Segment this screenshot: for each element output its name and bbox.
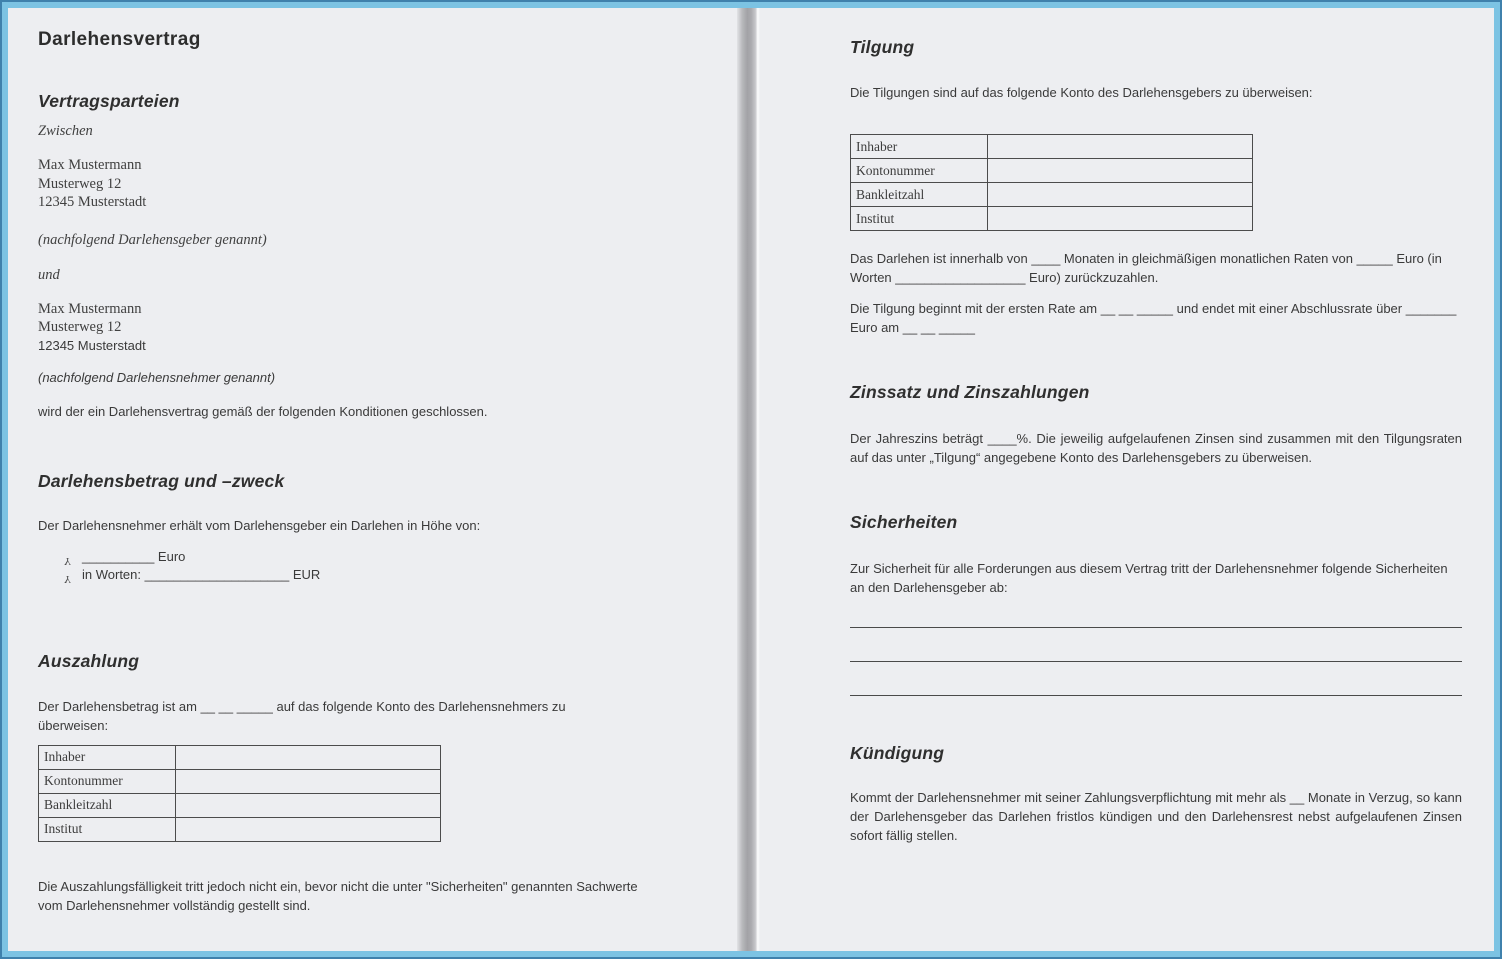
repayment-terms-paragraph: Das Darlehen ist innerhalb von ____ Monaten in gleichmäßigen monatlichen Raten von _____ Euro (in Worten __________________ Euro) zurückzuzahlen. bbox=[850, 251, 1442, 285]
repayment-intro-paragraph: Die Tilgungen sind auf das folgende Konto des Darlehensgebers zu überweisen: bbox=[850, 85, 1313, 100]
table-row bbox=[851, 183, 1253, 207]
page-left bbox=[8, 8, 737, 951]
borrower-note: (nachfolgend Darlehensnehmer genannt) bbox=[38, 369, 276, 385]
lender-note: (nachfolgend Darlehensgeber genannt) bbox=[38, 231, 267, 248]
contract-intro-paragraph: wird der ein Darlehensvertrag gemäß der folgenden Konditionen geschlossen. bbox=[38, 403, 488, 419]
payout-bank-table bbox=[38, 745, 441, 842]
list-item bbox=[64, 566, 717, 584]
payout-paragraph: Der Darlehensbetrag ist am __ __ _____ auf das folgende Konto des Darlehensnehmers zu überweisen: bbox=[38, 698, 566, 733]
collateral-blank-line bbox=[850, 627, 1462, 628]
document-spread bbox=[8, 8, 1494, 951]
turned-y-bullet-icon: Y bbox=[64, 554, 72, 566]
row-label-kontonummer: Kontonummer bbox=[39, 769, 176, 793]
section-heading-sicherheiten: Sicherheiten bbox=[850, 512, 958, 532]
termination-paragraph: Kommt der Darlehensnehmer mit seiner Zahlungsverpflichtung mit mehr als __ Monate in Verzug, so kann der Darlehensgeber das Darlehen fristlos kündigen und den Darlehensrest nebst aufgelaufenen Zinsen sofort fällig stellen. bbox=[850, 790, 1462, 843]
document-title: Darlehensvertrag bbox=[38, 29, 201, 50]
address-line: Musterweg 12 bbox=[38, 319, 122, 335]
borrower-address-block bbox=[38, 300, 717, 355]
row-value-cell bbox=[987, 207, 1252, 231]
page-spine-divider bbox=[737, 8, 760, 951]
page-right bbox=[760, 8, 1502, 951]
row-label-institut: Institut bbox=[851, 207, 988, 231]
loan-amount-paragraph: Der Darlehensnehmer erhält vom Darlehensgeber ein Darlehen in Höhe von: bbox=[38, 517, 481, 533]
amount-blank-field: __________ Euro bbox=[82, 548, 186, 564]
lender-address-block bbox=[38, 156, 717, 212]
repayment-bank-table bbox=[850, 134, 1253, 231]
row-label-inhaber: Inhaber bbox=[39, 745, 176, 769]
row-value-cell bbox=[175, 817, 440, 841]
row-value-cell bbox=[987, 135, 1252, 159]
row-value-cell bbox=[987, 183, 1252, 207]
amount-words-blank-field: in Worten: ____________________ EUR bbox=[82, 566, 321, 582]
table-row bbox=[39, 793, 441, 817]
table-row bbox=[39, 769, 441, 793]
row-value-cell bbox=[987, 159, 1252, 183]
row-label-inhaber: Inhaber bbox=[851, 135, 988, 159]
payout-condition-paragraph: Die Auszahlungsfälligkeit tritt jedoch nicht ein, bevor nicht die unter "Sicherheiten" genannten Sachwerte vom Darlehensnehmer vollständig gestellt sind. bbox=[38, 878, 638, 913]
row-label-institut: Institut bbox=[39, 817, 176, 841]
section-heading-auszahlung: Auszahlung bbox=[38, 650, 140, 671]
zwischen-label: Zwischen bbox=[38, 123, 93, 139]
row-value-cell bbox=[175, 745, 440, 769]
address-line: 12345 Musterstadt bbox=[38, 194, 147, 210]
row-label-kontonummer: Kontonummer bbox=[851, 159, 988, 183]
row-label-bankleitzahl: Bankleitzahl bbox=[39, 793, 176, 817]
list-item bbox=[64, 548, 717, 566]
repayment-schedule-paragraph: Die Tilgung beginnt mit der ersten Rate am __ __ _____ und endet mit einer Abschlussrate über _______ Euro am __ __ _____ bbox=[850, 301, 1457, 335]
section-heading-darlehensbetrag: Darlehensbetrag und –zweck bbox=[38, 470, 285, 491]
section-heading-vertragsparteien: Vertragsparteien bbox=[38, 91, 180, 111]
table-row bbox=[39, 817, 441, 841]
section-heading-zinssatz: Zinssatz und Zinszahlungen bbox=[850, 382, 1090, 402]
table-row bbox=[851, 135, 1253, 159]
table-row bbox=[851, 159, 1253, 183]
collateral-blank-line bbox=[850, 661, 1462, 662]
collateral-blank-line bbox=[850, 695, 1462, 696]
loan-amount-list bbox=[38, 548, 717, 584]
und-label: und bbox=[38, 266, 60, 283]
section-heading-tilgung: Tilgung bbox=[850, 37, 915, 57]
address-line: Max Mustermann bbox=[38, 300, 142, 317]
row-label-bankleitzahl: Bankleitzahl bbox=[851, 183, 988, 207]
interest-paragraph: Der Jahreszins beträgt ____%. Die jeweilig aufgelaufenen Zinsen sind zusammen mit den Tilgungsraten auf das unter „Tilgung“ angegebene Konto des Darlehensgebers zu überweisen. bbox=[850, 431, 1462, 465]
collateral-paragraph: Zur Sicherheit für alle Forderungen aus diesem Vertrag tritt der Darlehensnehmer folgende Sicherheiten an den Darlehensgeber ab: bbox=[850, 561, 1448, 595]
address-line: 12345 Musterstadt bbox=[38, 337, 146, 353]
row-value-cell bbox=[175, 769, 440, 793]
address-line: Musterweg 12 bbox=[38, 175, 122, 192]
address-line: Max Mustermann bbox=[38, 157, 142, 173]
row-value-cell bbox=[175, 793, 440, 817]
table-row bbox=[39, 745, 441, 769]
table-row bbox=[851, 207, 1253, 231]
turned-y-bullet-icon: Y bbox=[64, 572, 72, 584]
section-heading-kuendigung: Kündigung bbox=[850, 743, 945, 763]
